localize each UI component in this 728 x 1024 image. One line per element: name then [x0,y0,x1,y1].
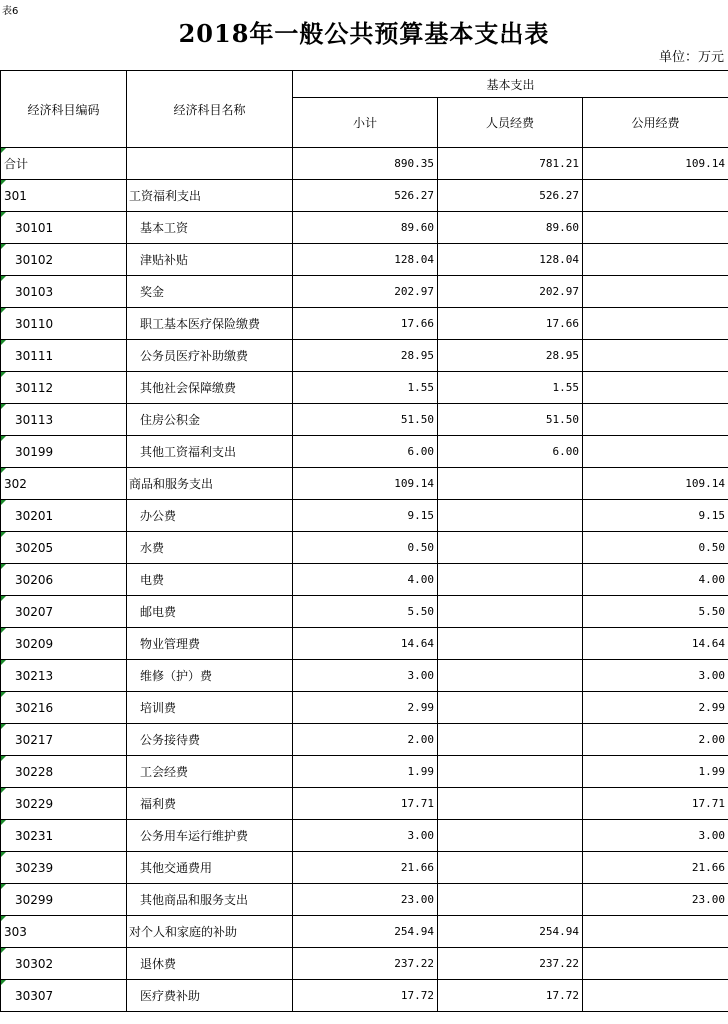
table-row [1,916,728,948]
table-row [1,948,728,980]
row-public [583,340,728,372]
row-name: 培训费 [127,692,293,724]
row-subtotal: 3.00 [293,660,438,692]
row-name: 办公费 [127,500,293,532]
row-code-text: 301 [4,188,27,203]
row-personnel [438,692,583,724]
table-row [1,308,728,340]
table-row [1,180,728,212]
header-subtotal: 小计 [293,98,438,148]
green-triangle-marker-icon [1,852,6,857]
row-personnel: 237.22 [438,948,583,980]
row-subtotal: 1.99 [293,756,438,788]
row-code [1,500,127,532]
green-triangle-marker-icon [1,948,6,953]
row-personnel [438,820,583,852]
green-triangle-marker-icon [1,660,6,665]
row-name: 其他社会保障缴费 [127,372,293,404]
row-code-text: 30205 [15,540,54,555]
table-row [1,532,728,564]
green-triangle-marker-icon [1,500,6,505]
green-triangle-marker-icon [1,564,6,569]
table-row [1,340,728,372]
green-triangle-marker-icon [1,756,6,761]
row-code [1,436,127,468]
green-triangle-marker-icon [1,980,6,985]
green-triangle-marker-icon [1,628,6,633]
row-public: 3.00 [583,820,728,852]
row-personnel [438,724,583,756]
table-row [1,276,728,308]
row-code [1,916,127,948]
table-row [1,660,728,692]
row-subtotal: 202.97 [293,276,438,308]
row-personnel [438,564,583,596]
row-name: 水费 [127,532,293,564]
green-triangle-marker-icon [1,180,6,185]
row-name: 奖金 [127,276,293,308]
green-triangle-marker-icon [1,276,6,281]
table-row [1,468,728,500]
green-triangle-marker-icon [1,820,6,825]
row-code-text: 30299 [15,892,54,907]
row-personnel: 51.50 [438,404,583,436]
row-public: 3.00 [583,660,728,692]
row-code [1,980,127,1012]
table-row [1,564,728,596]
row-subtotal: 3.00 [293,820,438,852]
table-row [1,756,728,788]
row-code [1,340,127,372]
row-code-text: 30112 [15,380,54,395]
table-body [1,148,728,1012]
header-public: 公用经费 [583,98,728,148]
green-triangle-marker-icon [1,596,6,601]
row-public [583,916,728,948]
row-code [1,820,127,852]
row-code [1,404,127,436]
header-code: 经济科目编码 [1,71,127,148]
row-code-text: 30228 [15,764,54,779]
row-code [1,148,127,180]
row-public [583,948,728,980]
table-row [1,404,728,436]
row-code-text: 30207 [15,604,54,619]
table-row [1,628,728,660]
row-personnel: 17.66 [438,308,583,340]
table-row [1,820,728,852]
row-subtotal: 237.22 [293,948,438,980]
table-row [1,980,728,1012]
row-name: 商品和服务支出 [127,468,293,500]
row-public [583,436,728,468]
row-personnel [438,628,583,660]
row-name: 公务用车运行维护费 [127,820,293,852]
table-number-label: 表6 [2,6,19,17]
green-triangle-marker-icon [1,308,6,313]
row-subtotal: 254.94 [293,916,438,948]
row-subtotal: 28.95 [293,340,438,372]
row-personnel: 17.72 [438,980,583,1012]
table-row [1,148,728,180]
row-code-text: 30102 [15,252,54,267]
row-name: 其他工资福利支出 [127,436,293,468]
row-personnel: 1.55 [438,372,583,404]
row-personnel: 526.27 [438,180,583,212]
green-triangle-marker-icon [1,244,6,249]
table-row [1,212,728,244]
row-personnel [438,468,583,500]
row-code-text: 30110 [15,316,54,331]
row-subtotal: 2.99 [293,692,438,724]
row-name: 住房公积金 [127,404,293,436]
row-public: 23.00 [583,884,728,916]
row-personnel: 128.04 [438,244,583,276]
row-personnel [438,500,583,532]
row-code [1,660,127,692]
row-name: 其他商品和服务支出 [127,884,293,916]
row-public: 5.50 [583,596,728,628]
row-code [1,788,127,820]
row-name: 津贴补贴 [127,244,293,276]
row-code [1,692,127,724]
row-subtotal: 21.66 [293,852,438,884]
table-header [1,71,728,148]
row-public [583,308,728,340]
row-public: 4.00 [583,564,728,596]
row-code-text: 30213 [15,668,54,683]
row-subtotal: 6.00 [293,436,438,468]
row-code-text: 合计 [4,157,29,171]
row-subtotal: 17.71 [293,788,438,820]
green-triangle-marker-icon [1,436,6,441]
row-personnel [438,756,583,788]
row-subtotal: 89.60 [293,212,438,244]
row-public [583,404,728,436]
row-personnel [438,788,583,820]
row-subtotal: 1.55 [293,372,438,404]
row-code-text: 303 [4,924,27,939]
row-subtotal: 0.50 [293,532,438,564]
row-code-text: 30113 [15,412,54,427]
row-subtotal: 5.50 [293,596,438,628]
row-public: 0.50 [583,532,728,564]
row-public: 2.00 [583,724,728,756]
row-subtotal: 2.00 [293,724,438,756]
row-code [1,180,127,212]
row-code-text: 30216 [15,700,54,715]
row-name: 公务员医疗补助缴费 [127,340,293,372]
table-row [1,884,728,916]
table-row [1,436,728,468]
row-code-text: 302 [4,476,27,491]
unit-label: 单位：万元 [658,50,724,65]
row-public [583,212,728,244]
row-name: 邮电费 [127,596,293,628]
row-code-text: 30209 [15,636,54,651]
row-name: 公务接待费 [127,724,293,756]
green-triangle-marker-icon [1,884,6,889]
row-name: 基本工资 [127,212,293,244]
green-triangle-marker-icon [1,916,6,921]
row-subtotal: 526.27 [293,180,438,212]
row-subtotal: 4.00 [293,564,438,596]
row-code [1,724,127,756]
row-code-text: 30101 [15,220,54,235]
row-code [1,852,127,884]
row-name: 其他交通费用 [127,852,293,884]
row-code [1,564,127,596]
page-title: 2018年一般公共预算基本支出表 [178,19,550,48]
row-public: 109.14 [583,468,728,500]
row-public: 14.64 [583,628,728,660]
row-code [1,884,127,916]
row-personnel [438,532,583,564]
row-subtotal: 17.66 [293,308,438,340]
row-public [583,180,728,212]
row-name: 福利费 [127,788,293,820]
row-name: 维修（护）费 [127,660,293,692]
green-triangle-marker-icon [1,468,6,473]
row-subtotal: 109.14 [293,468,438,500]
table-row [1,596,728,628]
row-subtotal: 51.50 [293,404,438,436]
row-personnel: 28.95 [438,340,583,372]
green-triangle-marker-icon [1,148,6,153]
header-basic-expenditure: 基本支出 [293,71,728,98]
row-name: 职工基本医疗保险缴费 [127,308,293,340]
row-public: 17.71 [583,788,728,820]
header-name: 经济科目名称 [127,71,293,148]
row-personnel: 6.00 [438,436,583,468]
row-code-text: 30231 [15,828,54,843]
row-name [127,148,293,180]
green-triangle-marker-icon [1,212,6,217]
row-public [583,276,728,308]
table-row [1,724,728,756]
row-code-text: 30103 [15,284,54,299]
header-personnel: 人员经费 [438,98,583,148]
row-code [1,308,127,340]
green-triangle-marker-icon [1,340,6,345]
row-personnel: 202.97 [438,276,583,308]
row-code-text: 30206 [15,572,54,587]
row-personnel [438,852,583,884]
row-code-text: 30307 [15,988,54,1003]
table-row [1,692,728,724]
row-code-text: 30201 [15,508,54,523]
row-code [1,628,127,660]
row-subtotal: 128.04 [293,244,438,276]
table-row [1,852,728,884]
table-row [1,244,728,276]
row-name: 物业管理费 [127,628,293,660]
row-personnel: 89.60 [438,212,583,244]
row-name: 退休费 [127,948,293,980]
row-personnel [438,596,583,628]
row-personnel [438,660,583,692]
row-code-text: 30302 [15,956,54,971]
table-row [1,500,728,532]
row-code [1,212,127,244]
green-triangle-marker-icon [1,532,6,537]
row-personnel: 254.94 [438,916,583,948]
row-public [583,372,728,404]
row-personnel [438,884,583,916]
row-name: 工资福利支出 [127,180,293,212]
row-subtotal: 9.15 [293,500,438,532]
row-code-text: 30217 [15,732,54,747]
green-triangle-marker-icon [1,724,6,729]
row-public [583,980,728,1012]
row-subtotal: 17.72 [293,980,438,1012]
green-triangle-marker-icon [1,372,6,377]
row-public: 21.66 [583,852,728,884]
row-code-text: 30239 [15,860,54,875]
row-code [1,532,127,564]
row-code-text: 30111 [15,348,54,363]
row-subtotal: 23.00 [293,884,438,916]
green-triangle-marker-icon [1,404,6,409]
row-code-text: 30199 [15,444,54,459]
row-code [1,468,127,500]
row-name: 对个人和家庭的补助 [127,916,293,948]
row-code [1,596,127,628]
row-code-text: 30229 [15,796,54,811]
green-triangle-marker-icon [1,788,6,793]
row-code [1,948,127,980]
row-code [1,244,127,276]
green-triangle-marker-icon [1,692,6,697]
row-name: 工会经费 [127,756,293,788]
row-code [1,276,127,308]
row-public: 109.14 [583,148,728,180]
table-row [1,372,728,404]
row-personnel: 781.21 [438,148,583,180]
budget-table [0,70,728,1012]
row-public: 1.99 [583,756,728,788]
row-subtotal: 890.35 [293,148,438,180]
row-name: 电费 [127,564,293,596]
row-public: 2.99 [583,692,728,724]
row-public [583,244,728,276]
row-name: 医疗费补助 [127,980,293,1012]
row-code [1,756,127,788]
table-row [1,788,728,820]
row-public: 9.15 [583,500,728,532]
row-subtotal: 14.64 [293,628,438,660]
row-code [1,372,127,404]
